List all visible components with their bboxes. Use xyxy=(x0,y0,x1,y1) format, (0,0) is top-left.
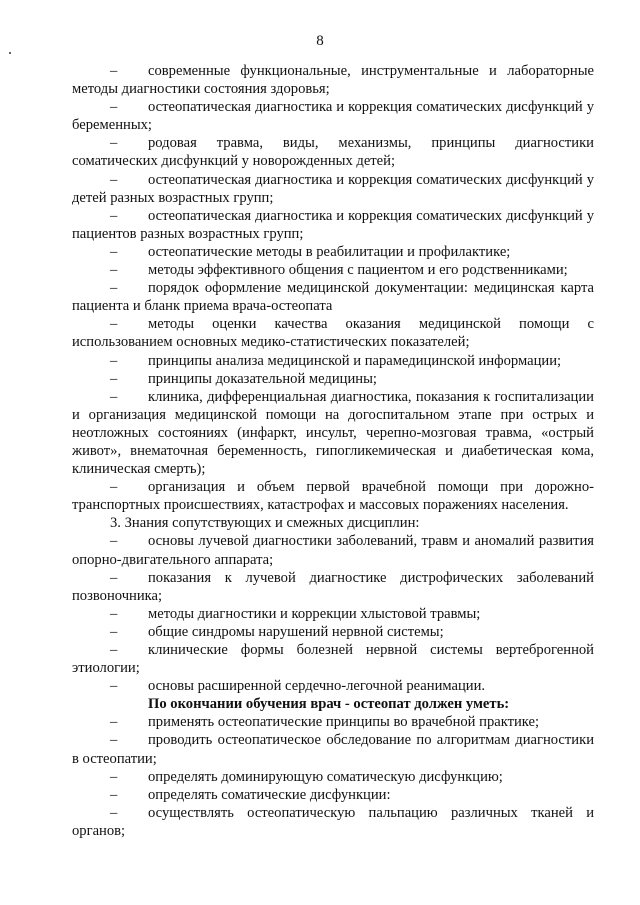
list-item xyxy=(72,370,594,388)
dash-marker: – xyxy=(110,352,118,369)
list-item-text: основы лучевой диагностики заболеваний, травм и аномалий развития опорно-двигательного аппарата; xyxy=(72,533,594,568)
list-item xyxy=(72,605,594,623)
section-3-title: 3. Знания сопутствующих и смежных дисциплин: xyxy=(110,515,420,532)
scan-speck xyxy=(9,52,11,54)
list-item xyxy=(72,62,594,98)
list-item-text: общие синдромы нарушений нервной системы; xyxy=(148,623,444,640)
list-item-text: остеопатические методы в реабилитации и профилактике; xyxy=(148,243,511,260)
dash-marker: – xyxy=(110,135,118,152)
list-item-text: клинические формы болезней нервной системы вертеброгенной этиологии; xyxy=(72,642,594,677)
list-item xyxy=(72,569,594,605)
knowledge-list-3 xyxy=(72,532,594,695)
dash-marker: – xyxy=(110,804,118,821)
dash-marker: – xyxy=(110,714,118,731)
list-item-text: порядок оформление медицинской документации: медицинская карта пациента и бланк приема врача-остеопата xyxy=(72,280,594,315)
dash-marker: – xyxy=(110,280,118,297)
dash-marker: – xyxy=(110,370,118,387)
list-item xyxy=(72,623,594,641)
list-item xyxy=(72,804,594,840)
list-item-text: методы диагностики и коррекции хлыстовой травмы; xyxy=(148,605,481,622)
dash-marker: – xyxy=(110,171,118,188)
list-item xyxy=(72,388,594,478)
dash-marker: – xyxy=(110,207,118,224)
list-item-text: принципы анализа медицинской и парамедицинской информации; xyxy=(148,352,562,369)
dash-marker: – xyxy=(110,262,118,279)
list-item xyxy=(72,352,594,370)
list-item xyxy=(72,641,594,677)
list-item xyxy=(72,677,594,695)
list-item-text: определять соматические дисфункции: xyxy=(148,786,391,803)
dash-marker: – xyxy=(110,642,118,658)
list-item-text: остеопатическая диагностика и коррекция соматических дисфункций у пациентов разных возрастных групп; xyxy=(72,207,594,242)
dash-marker: – xyxy=(110,732,118,749)
list-item-text: методы оценки качества оказания медицинской помощи с использованием основных медико-статистических показателей; xyxy=(72,316,594,351)
list-item xyxy=(72,768,594,786)
list-item-text: принципы доказательной медицины; xyxy=(148,370,377,387)
dash-marker: – xyxy=(110,243,118,260)
list-item xyxy=(72,207,594,243)
dash-marker: – xyxy=(110,63,118,79)
dash-marker: – xyxy=(110,316,118,333)
dash-marker: – xyxy=(110,605,118,622)
dash-marker: – xyxy=(110,533,118,550)
dash-marker: – xyxy=(110,678,118,695)
list-item xyxy=(72,171,594,207)
list-item xyxy=(72,786,594,804)
list-item-text: методы эффективного общения с пациентом и его родственниками; xyxy=(148,262,568,279)
skills-list xyxy=(72,713,594,840)
skills-heading: По окончании обучения врач - остеопат должен уметь: xyxy=(148,696,510,713)
list-item-text: родовая травма, виды, механизмы, принципы диагностики соматических дисфункций у новорожденных детей; xyxy=(72,135,594,170)
list-item-text: проводить остеопатическое обследование по алгоритмам диагностики в остеопатии; xyxy=(72,732,594,767)
list-item-text: остеопатическая диагностика и коррекция соматических дисфункций у беременных; xyxy=(72,99,594,134)
list-item xyxy=(72,243,594,261)
list-item-text: показания к лучевой диагностике дистрофических заболеваний позвоночника; xyxy=(72,569,594,604)
dash-marker: – xyxy=(110,786,118,803)
list-item-text: основы расширенной сердечно-легочной реанимации. xyxy=(148,678,486,695)
list-item-text: применять остеопатические принципы во врачебной практике; xyxy=(148,714,540,731)
dash-marker: – xyxy=(110,623,118,640)
dash-marker: – xyxy=(110,99,118,116)
page-number: 8 xyxy=(316,33,324,49)
dash-marker: – xyxy=(110,768,118,785)
list-item xyxy=(72,134,594,170)
list-item xyxy=(72,713,594,731)
list-item xyxy=(72,315,594,351)
document-body xyxy=(72,62,594,840)
list-item-text: осуществлять остеопатическую пальпацию различных тканей и органов; xyxy=(72,804,594,839)
list-item-text: современные функциональные, инструментальные и лабораторные методы диагностики состояния здоровья; xyxy=(72,63,594,98)
list-item-text: клиника, дифференциальная диагностика, показания к госпитализации и организация медицинской помощи на догоспитальном этапе при острых и неотложных состояниях (инфаркт, инсульт, черепно-мозговая травма, «острый живот», внематочная беременность, гипогликемическая и диабетическая кома, клиническая смерть); xyxy=(72,388,594,478)
dash-marker: – xyxy=(110,569,118,586)
list-item xyxy=(72,478,594,514)
list-item xyxy=(72,731,594,767)
list-item xyxy=(72,261,594,279)
list-item xyxy=(72,279,594,315)
dash-marker: – xyxy=(110,388,118,405)
list-item-text: остеопатическая диагностика и коррекция соматических дисфункций у детей разных возрастных групп; xyxy=(72,171,594,206)
list-item xyxy=(72,98,594,134)
list-item xyxy=(72,532,594,568)
dash-marker: – xyxy=(110,479,118,496)
list-item-text: определять доминирующую соматическую дисфункцию; xyxy=(148,768,503,785)
list-item-text: организация и объем первой врачебной помощи при дорожно-транспортных происшествиях, катастрофах и массовых поражениях населения. xyxy=(72,479,594,514)
knowledge-list-2 xyxy=(72,62,594,514)
